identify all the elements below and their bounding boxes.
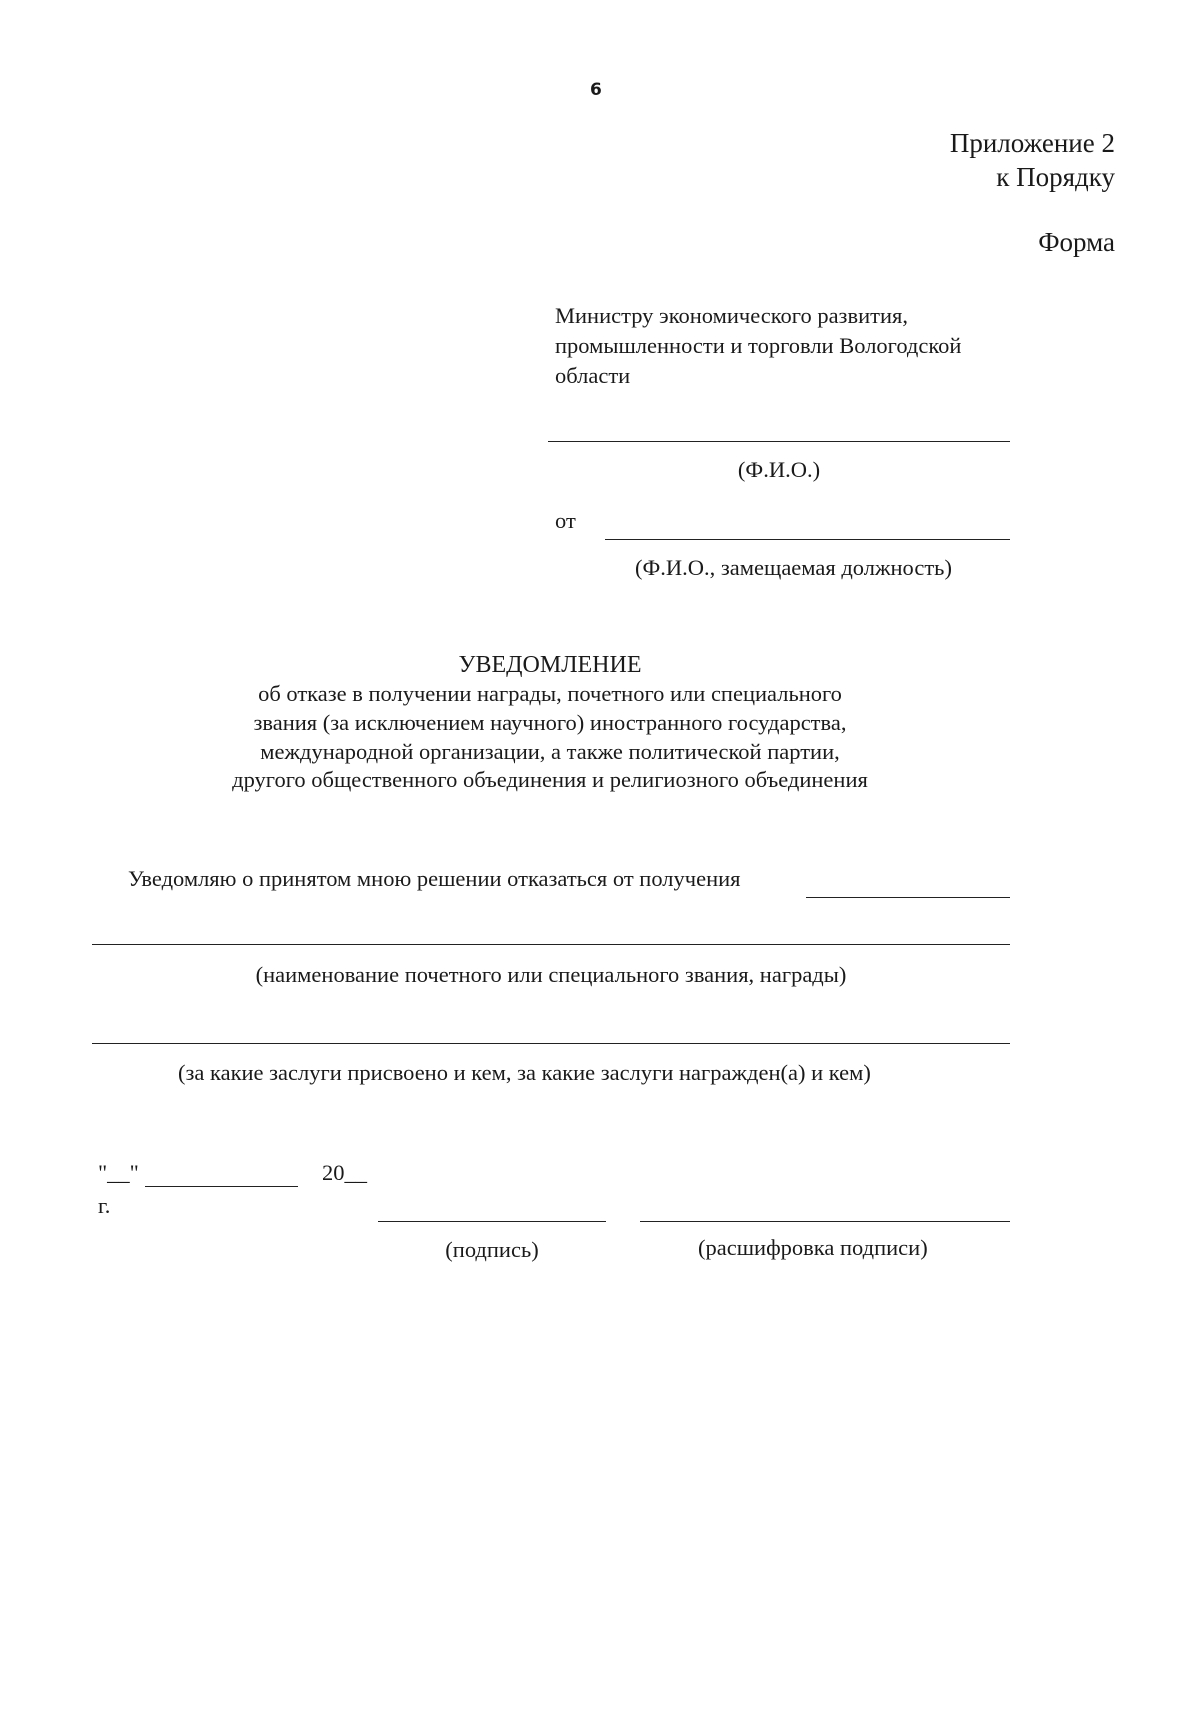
notice-subtitle-line-1: об отказе в получении награды, почетного или специального — [258, 681, 842, 706]
notice-subtitle-line-2: звания (за исключением научного) иностранного государства, — [253, 710, 847, 735]
addressee-line-2: промышленности и торговли Вологодской — [555, 333, 962, 358]
award-name-caption: (наименование почетного или специального звания, награды) — [255, 962, 847, 987]
page-number: 6 — [590, 80, 602, 100]
signature-field[interactable] — [378, 1221, 606, 1222]
award-field-start[interactable] — [806, 897, 1010, 898]
signature-decoding-caption: (расшифровка подписи) — [698, 1235, 928, 1260]
merits-field[interactable] — [92, 1043, 1010, 1044]
year-suffix: г. — [98, 1193, 111, 1218]
refusal-statement: Уведомляю о принятом мною решении отказаться от получения — [128, 866, 741, 891]
appendix-label: Приложение 2 — [949, 128, 1115, 158]
notice-subtitle-line-3: международной организации, а также политической партии, — [260, 739, 840, 764]
form-label: Форма — [1038, 227, 1115, 257]
signature-decoding-field[interactable] — [640, 1221, 1010, 1222]
award-name-field[interactable] — [92, 944, 1010, 945]
signature-caption: (подпись) — [445, 1237, 539, 1262]
date-year-field[interactable]: 20__ — [322, 1160, 367, 1185]
sender-fio-field[interactable] — [605, 539, 1010, 540]
merits-caption: (за какие заслуги присвоено и кем, за какие заслуги награжден(а) и кем) — [178, 1060, 871, 1085]
addressee-fio-caption: (Ф.И.О.) — [737, 457, 821, 482]
addressee-line-1: Министру экономического развития, — [555, 303, 908, 328]
sender-fio-caption: (Ф.И.О., замещаемая должность) — [635, 555, 952, 580]
addressee-line-3: области — [555, 363, 631, 388]
notice-heading: УВЕДОМЛЕНИЕ — [458, 652, 642, 678]
order-reference: к Порядку — [996, 162, 1115, 192]
date-month-field[interactable] — [145, 1186, 298, 1187]
notice-subtitle-line-4: другого общественного объединения и религиозного объединения — [232, 767, 868, 792]
from-label: от — [555, 508, 576, 533]
addressee-fio-field[interactable] — [548, 441, 1010, 442]
date-day-field[interactable]: "__" — [98, 1160, 139, 1185]
